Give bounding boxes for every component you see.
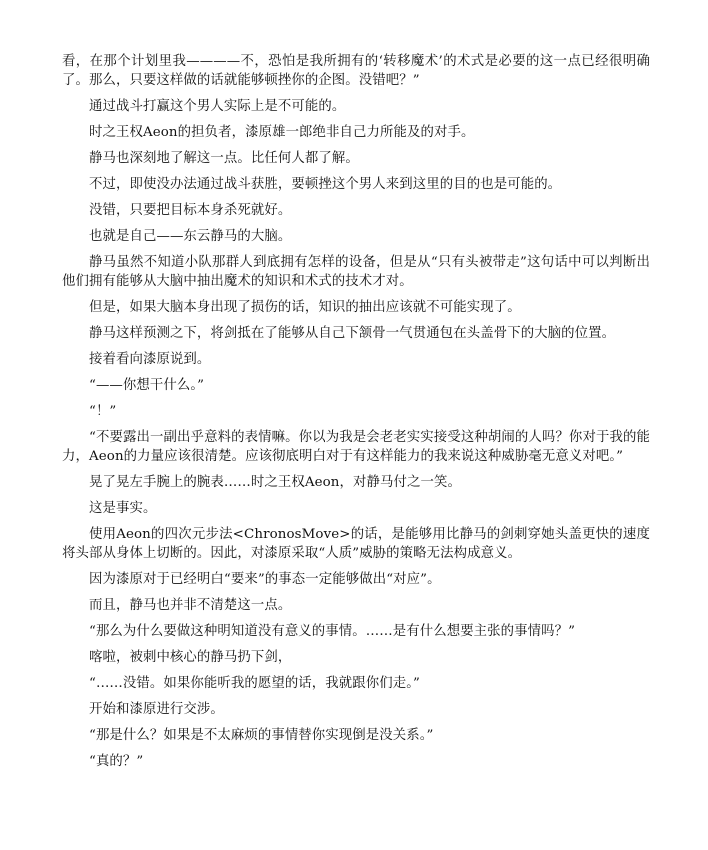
paragraph: 因为漆原对于已经明白“要来”的事态一定能够做出“对应”。	[89, 572, 441, 587]
paragraph: 静马这样预测之下，将剑抵在了能够从自己下颔骨一气贯通包在头盖骨下的大脑的位置。	[89, 326, 616, 341]
paragraph: 但是，如果大脑本身出现了损伤的话，知识的抽出应该就不可能实现了。	[89, 300, 521, 315]
paragraph: 也就是自己——东云静马的大脑。	[89, 229, 292, 244]
paragraph: “……没错。如果你能听我的愿望的话，我就跟你们走。”	[89, 676, 420, 691]
paragraph: 没错，只要把目标本身杀死就好。	[89, 203, 292, 218]
paragraph: 静马也深刻地了解这一点。比任何人都了解。	[89, 151, 359, 166]
paragraph: 喀啦，被刺中核心的静马扔下剑，	[89, 650, 292, 665]
paragraph: 看，在那个计划里我————不，恐怕是我所拥有的‘转移魔术’的术式是必要的这一点已经很明确了。那么，只要这样做的话就能够顿挫你的企图。没错吧？”	[62, 54, 650, 88]
paragraph: 通过战斗打赢这个男人实际上是不可能的。	[89, 99, 346, 114]
paragraph: “那是什么？如果是不太麻烦的事情替你实现倒是没关系。”	[89, 728, 434, 743]
paragraph: 而且，静马也并非不清楚这一点。	[89, 598, 292, 613]
paragraph: 接着看向漆原说到。	[89, 352, 211, 367]
paragraph: “那么为什么要做这种明知道没有意义的事情。……是有什么想要主张的事情吗？”	[89, 624, 576, 639]
paragraph: “真的？”	[89, 754, 144, 769]
paragraph: 晃了晃左手腕上的腕表……时之王权Aeon，对静马付之一笑。	[89, 475, 461, 490]
paragraph: 不过，即使没办法通过战斗获胜，要顿挫这个男人来到这里的目的也是可能的。	[89, 177, 562, 192]
paragraph: 开始和漆原进行交涉。	[89, 702, 224, 717]
paragraph: 使用Aeon的四次元步法<ChronosMove>的话，是能够用比静马的剑刺穿她头盖更快的速度将头部从身体上切断的。因此，对漆原采取“人质”威胁的策略无法构成意义。	[62, 527, 650, 561]
paragraph: 静马虽然不知道小队那群人到底拥有怎样的设备，但是从“只有头被带走”这句话中可以判断出他们拥有能够从大脑中抽出魔术的知识和术式的技术才对。	[62, 255, 650, 289]
paragraph: 时之王权Aeon的担负者，漆原雄一郎绝非自己力所能及的对手。	[89, 125, 475, 140]
paragraph: “——你想干什么。”	[89, 378, 205, 393]
paragraph: “不要露出一副出乎意料的表情嘛。你以为我是会老老实实接受这种胡闹的人吗？你对于我的能力，Aeon的力量应该很清楚。应该彻底明白对于有这样能力的我来说这种威胁毫无意义对吧。”	[62, 430, 650, 464]
paragraph: “！”	[89, 404, 117, 419]
paragraph: 这是事实。	[89, 501, 157, 516]
